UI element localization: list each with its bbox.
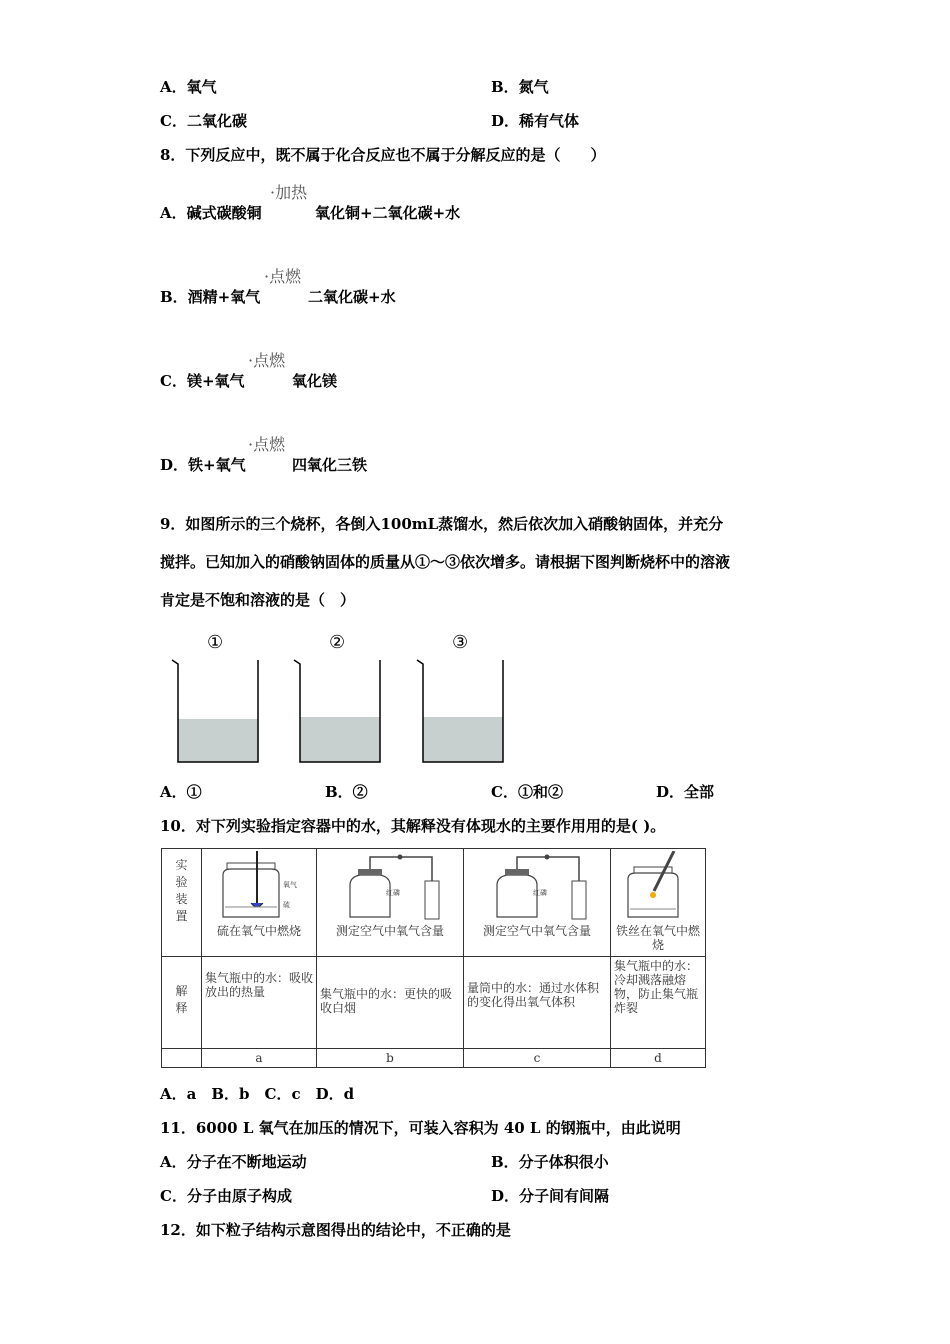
q9-stem-line1: 9．如图所示的三个烧杯，各倒入100mL蒸馏水，然后依次加入硝酸钠固体，并充分 [160,515,724,533]
oxygen-measure-apparatus-b-icon [320,851,460,921]
caption-b: 测定空气中氧气含量 [335,924,444,938]
label-b: b [317,1049,464,1068]
q7-option-b: B．氮气 [491,78,549,96]
q9-option-a: A．① [160,783,202,801]
apparatus-cell-c [464,849,611,957]
caption-c: 测定空气中氧气含量 [482,924,591,938]
iron-wire-burning-apparatus-icon [614,851,702,921]
label-a: a [202,1049,317,1068]
beaker-1-label: ① [207,632,224,653]
oxygen-measure-apparatus-c-icon [467,851,607,921]
q8-option-c-right: 氧化镁 [292,372,338,390]
q11-option-c: C．分子由原子构成 [160,1187,292,1205]
beaker-2 [292,656,387,764]
q8-b-condition: ·点燃 [264,267,302,286]
svg-text:红磷: 红磷 [533,889,547,897]
q8-d-condition: ·点燃 [248,435,286,454]
q8-option-a-left: A．碱式碳酸铜 [160,204,262,222]
q8-stem: 8．下列反应中，既不属于化合反应也不属于分解反应的是（ ） [160,146,606,164]
q9-stem-line2: 搅拌。已知加入的硝酸钠固体的质量从①～③依次增多。请根据下图判断烧杯中的溶液 [160,553,731,571]
row-head-apparatus: 实验装置 [162,849,202,957]
apparatus-cell-a [202,849,317,957]
svg-text:氧气: 氧气 [283,881,297,889]
q8-option-d-left: D．铁+氧气 [160,456,246,474]
q8-option-d-right: 四氧化三铁 [292,456,368,474]
svg-text:红磷: 红磷 [386,889,400,897]
q10-stem: 10．对下列实验指定容器中的水，其解释没有体现水的主要作用用的是( )。 [160,817,666,835]
explanation-c: 量筒中的水：通过水体积的变化得出氧气体积 [464,957,611,1049]
beaker-1 [170,656,265,764]
row-head-explanation: 解释 [162,957,202,1049]
q10-options: A．a B．b C．c D．d [160,1085,355,1103]
beaker-3 [415,656,510,764]
q8-option-c-left: C．镁+氧气 [160,372,245,390]
solution-fill [300,717,380,762]
beaker-3-label: ③ [452,632,469,653]
q7-option-d: D．稀有气体 [491,112,580,130]
q11-option-b: B．分子体积很小 [491,1153,609,1171]
q8-option-b-right: 二氧化碳+水 [308,288,396,306]
apparatus-cell-d [611,849,706,957]
apparatus-cell-b [317,849,464,957]
caption-d: 铁丝在氧气中燃烧 [615,924,700,952]
caption-a: 硫在氧气中燃烧 [216,924,301,938]
explanation-d: 集气瓶中的水：冷却溅落融熔物，防止集气瓶炸裂 [611,957,706,1049]
q9-option-c: C．①和② [491,783,563,801]
label-blank [162,1049,202,1068]
explanation-b: 集气瓶中的水：更快的吸收白烟 [317,957,464,1049]
explanation-a: 集气瓶中的水：吸收放出的热量 [202,957,317,1049]
q11-option-d: D．分子间有间隔 [491,1187,610,1205]
q12-stem: 12．如下粒子结构示意图得出的结论中，不正确的是 [160,1221,511,1239]
q8-option-b-left: B．酒精+氧气 [160,288,261,306]
q8-option-a-right: 氧化铜+二氧化碳+水 [315,204,461,222]
q11-option-a: A．分子在不断地运动 [160,1153,307,1171]
q7-option-c: C．二氧化碳 [160,112,247,130]
q8-a-condition: ·加热 [270,183,308,202]
q11-stem: 11．6000 L 氧气在加压的情况下，可装入容积为 40 L 的钢瓶中，由此说明 [160,1119,681,1137]
svg-text:硫: 硫 [283,901,290,909]
label-c: c [464,1049,611,1068]
experiment-table [161,848,706,1068]
label-d: d [611,1049,706,1068]
solution-fill [423,717,503,762]
sulfur-burning-apparatus-icon [205,851,313,921]
q7-option-a: A．氧气 [160,78,217,96]
q8-c-condition: ·点燃 [248,351,286,370]
solution-fill [178,719,258,762]
beaker-2-label: ② [329,632,346,653]
q9-stem-line3: 肯定是不饱和溶液的是（ ） [160,591,356,609]
q9-option-d: D．全部 [656,783,715,801]
q9-option-b: B．② [325,783,368,801]
